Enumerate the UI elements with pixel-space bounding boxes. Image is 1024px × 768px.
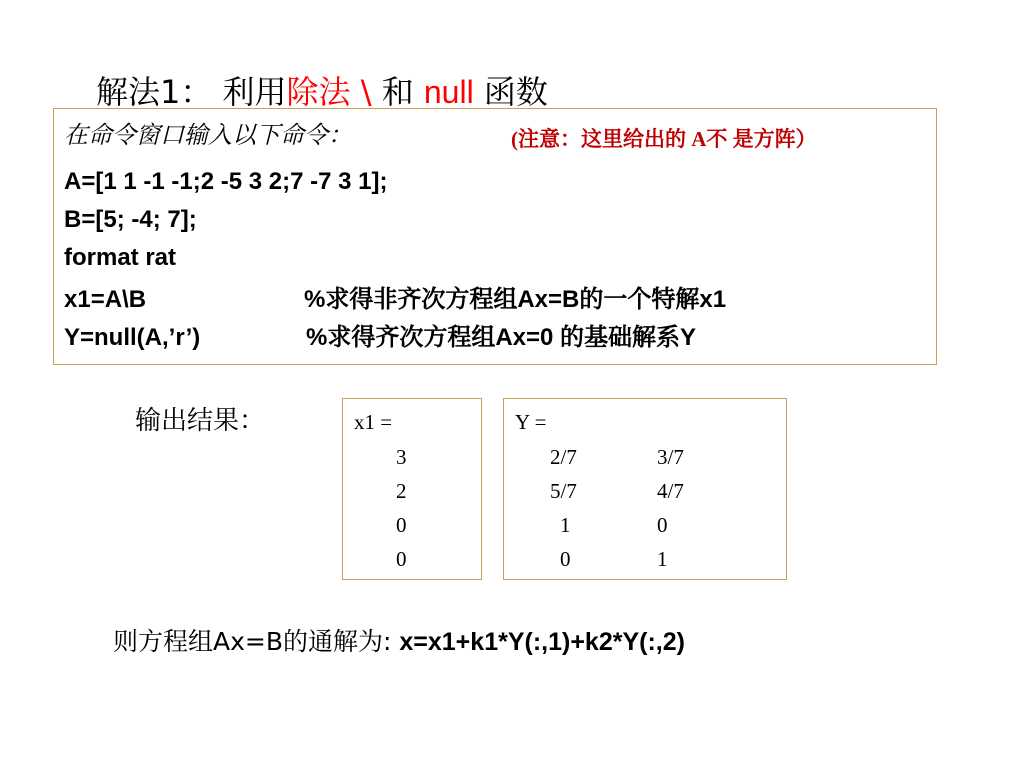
general-solution-line xyxy=(113,624,685,660)
code-line-vector-b: B=[5; -4; 7]; xyxy=(64,206,197,233)
code-line-y: Y=null(A,’r’) xyxy=(64,324,201,351)
comment-x1: %求得非齐次方程组Ax=B的一个特解x1 xyxy=(304,286,727,313)
code-line-format: format rat xyxy=(64,244,177,271)
general-solution-formula: x=x1+k1*Y(:,1)+k2*Y(:,2) xyxy=(399,628,685,656)
x1-value: 0 xyxy=(396,547,407,571)
x1-value: 3 xyxy=(396,445,407,469)
title-division-keyword: 除法 \ xyxy=(286,73,372,111)
output-x1-box xyxy=(342,398,482,580)
command-box xyxy=(53,108,937,365)
y-col1-value: 1 xyxy=(560,513,571,537)
general-solution-text: 则方程组Ax=B的通解为: xyxy=(113,627,392,656)
y-col1-value: 2/7 xyxy=(550,445,577,469)
x1-header: x1 = xyxy=(354,410,393,434)
output-label: 输出结果： xyxy=(135,406,266,436)
title-and-word: 和 xyxy=(371,73,424,111)
y-col2-value: 3/7 xyxy=(657,445,684,469)
code-line-x1: x1=A\B xyxy=(64,286,147,313)
y-col1-value: 5/7 xyxy=(550,479,577,503)
title-suffix: 函数 xyxy=(473,73,548,111)
y-col2-value: 0 xyxy=(657,513,668,537)
y-col2-value: 1 xyxy=(657,547,668,571)
y-header: Y = xyxy=(515,410,547,434)
output-y-box xyxy=(503,398,787,580)
code-line-matrix-a: A=[1 1 -1 -1;2 -5 3 2;7 -7 3 1]; xyxy=(64,168,388,195)
x1-value: 2 xyxy=(396,479,407,503)
comment-y: %求得齐次方程组Ax=0 的基础解系Y xyxy=(306,324,697,351)
x1-value: 0 xyxy=(396,513,407,537)
note-text: (注意：这里给出的 A不 是方阵） xyxy=(511,127,817,151)
title-prefix: 解法1： 利用 xyxy=(96,73,287,111)
instruction-text: 在命令窗口输入以下命令： xyxy=(64,122,352,149)
title-null-keyword: null xyxy=(423,74,474,110)
y-col2-value: 4/7 xyxy=(657,479,684,503)
y-col1-value: 0 xyxy=(560,547,571,571)
